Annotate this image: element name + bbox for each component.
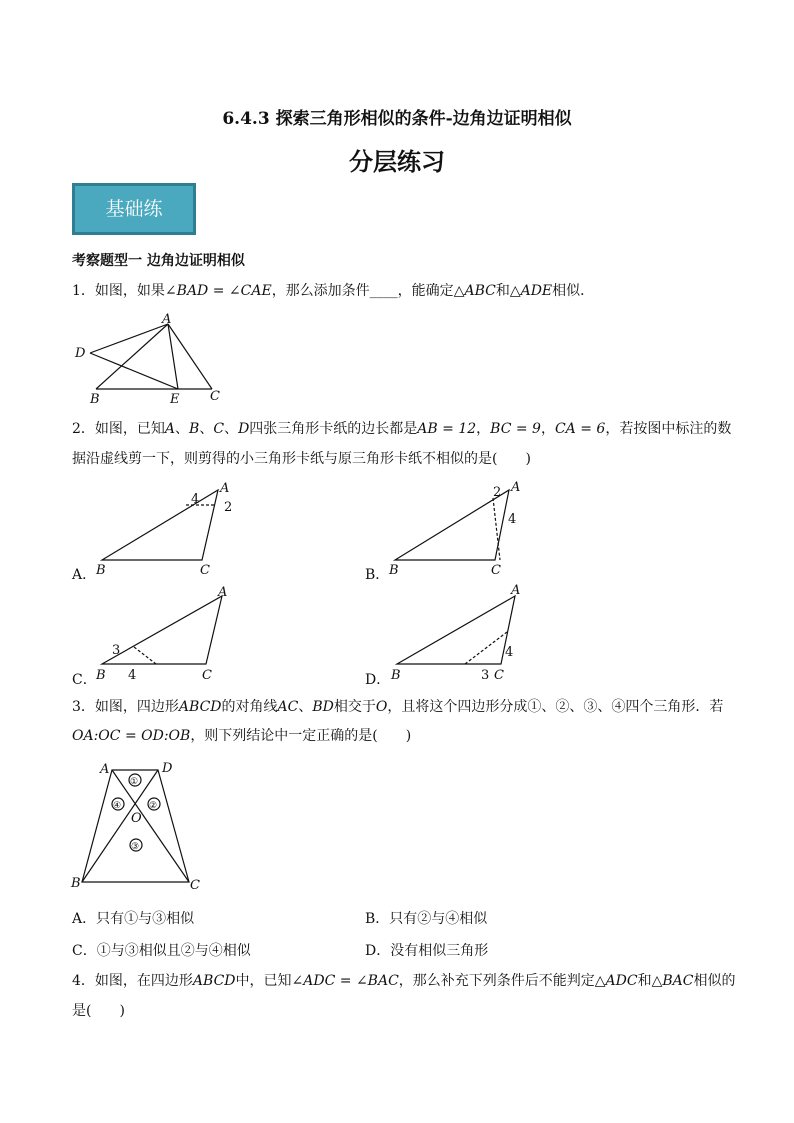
- q2a-num-2: 2: [224, 500, 233, 515]
- q2b-num-2: 4: [508, 512, 517, 527]
- q2-option-d-label[interactable]: D．: [365, 672, 391, 688]
- q3-region-3: ③: [131, 842, 140, 852]
- q2d-num-2: 4: [505, 645, 514, 660]
- q2b-vertex-a: A: [511, 480, 521, 495]
- q1-label-b: B: [90, 392, 100, 407]
- q3-option-c[interactable]: C．①与③相似且②与④相似: [72, 943, 251, 959]
- q2a-num-1: 4: [191, 492, 200, 507]
- question-2-line2: 据沿虚线剪一下，则剪得的小三角形卡纸与原三角形卡纸不相似的是( ): [72, 451, 531, 467]
- question-4-line1: 4．如图，在四边形ABCD中，已知∠ADC = ∠BAC，那么补充下列条件后不能判定△ADC和△BAC相似的: [72, 973, 736, 989]
- q1-label-c: C: [210, 389, 220, 404]
- q2-option-d-figure[interactable]: [383, 582, 543, 682]
- q3-option-a[interactable]: A．只有①与③相似: [72, 911, 195, 927]
- q2-option-b-figure[interactable]: [383, 478, 543, 578]
- question-3-line2: OA:OC = OD:OB，则下列结论中一定正确的是( ): [72, 728, 412, 744]
- q3-region-4: ④: [113, 801, 122, 811]
- q2d-num-1: 3: [481, 668, 490, 682]
- q2c-num-1: 3: [112, 643, 121, 658]
- page-title: 6.4.3 探索三角形相似的条件-边角边证明相似: [222, 109, 572, 129]
- q2-option-b-label[interactable]: B．: [365, 567, 390, 583]
- q2c-vertex-c: C: [202, 668, 212, 682]
- q1-label-d: D: [75, 346, 86, 361]
- question-2-line1: 2．如图，已知A、B、C、D四张三角形卡纸的边长都是AB = 12，BC = 9，CA = 6，若按图中标注的数: [72, 421, 732, 437]
- q2d-vertex-b: B: [391, 668, 401, 682]
- q3-region-2: ②: [149, 801, 158, 811]
- q1-label-a: A: [162, 312, 172, 327]
- q2a-vertex-c: C: [200, 563, 210, 578]
- q3-point-o: O: [131, 811, 142, 826]
- q3-vertex-d: D: [162, 761, 173, 776]
- question-3-figure: [68, 756, 208, 896]
- q2b-num-1: 2: [493, 485, 502, 500]
- q2-option-c-label[interactable]: C．: [72, 672, 97, 688]
- q3-region-1: ①: [130, 777, 139, 787]
- q2d-vertex-a: A: [511, 583, 521, 598]
- q2d-vertex-c: C: [494, 668, 504, 682]
- page-subtitle: 分层练习: [349, 147, 445, 176]
- q2c-vertex-b: B: [96, 668, 106, 682]
- q3-vertex-c: C: [190, 878, 200, 893]
- question-1-text: 1．如图，如果∠BAD = ∠CAE，那么添加条件____，能确定△ABC和△ADE相似．: [72, 283, 595, 299]
- q2-option-a-figure[interactable]: [90, 478, 250, 578]
- q2-option-c-figure[interactable]: [90, 582, 250, 682]
- q2b-vertex-b: B: [389, 563, 399, 578]
- question-4-line2: 是( ): [72, 1003, 125, 1019]
- topic-heading: 考察题型一 边角边证明相似: [72, 253, 245, 269]
- q2b-vertex-c: C: [491, 563, 501, 578]
- q2a-vertex-a: A: [220, 481, 230, 496]
- question-1-figure: [72, 312, 232, 407]
- q2c-vertex-a: A: [218, 585, 228, 600]
- q2-option-a-label[interactable]: A．: [72, 567, 97, 583]
- q1-label-e: E: [170, 392, 180, 407]
- q3-vertex-b: B: [71, 876, 81, 891]
- q3-vertex-a: A: [100, 762, 110, 777]
- q3-option-b[interactable]: B．只有②与④相似: [365, 911, 488, 927]
- section-badge: 基础练: [72, 183, 196, 235]
- q2a-vertex-b: B: [96, 563, 106, 578]
- q3-option-d[interactable]: D．没有相似三角形: [365, 943, 489, 959]
- q2c-num-2: 4: [128, 668, 137, 682]
- question-3-line1: 3．如图，四边形ABCD的对角线AC、BD相交于O，且将这个四边形分成①、②、③、④四个三角形．若: [72, 699, 724, 715]
